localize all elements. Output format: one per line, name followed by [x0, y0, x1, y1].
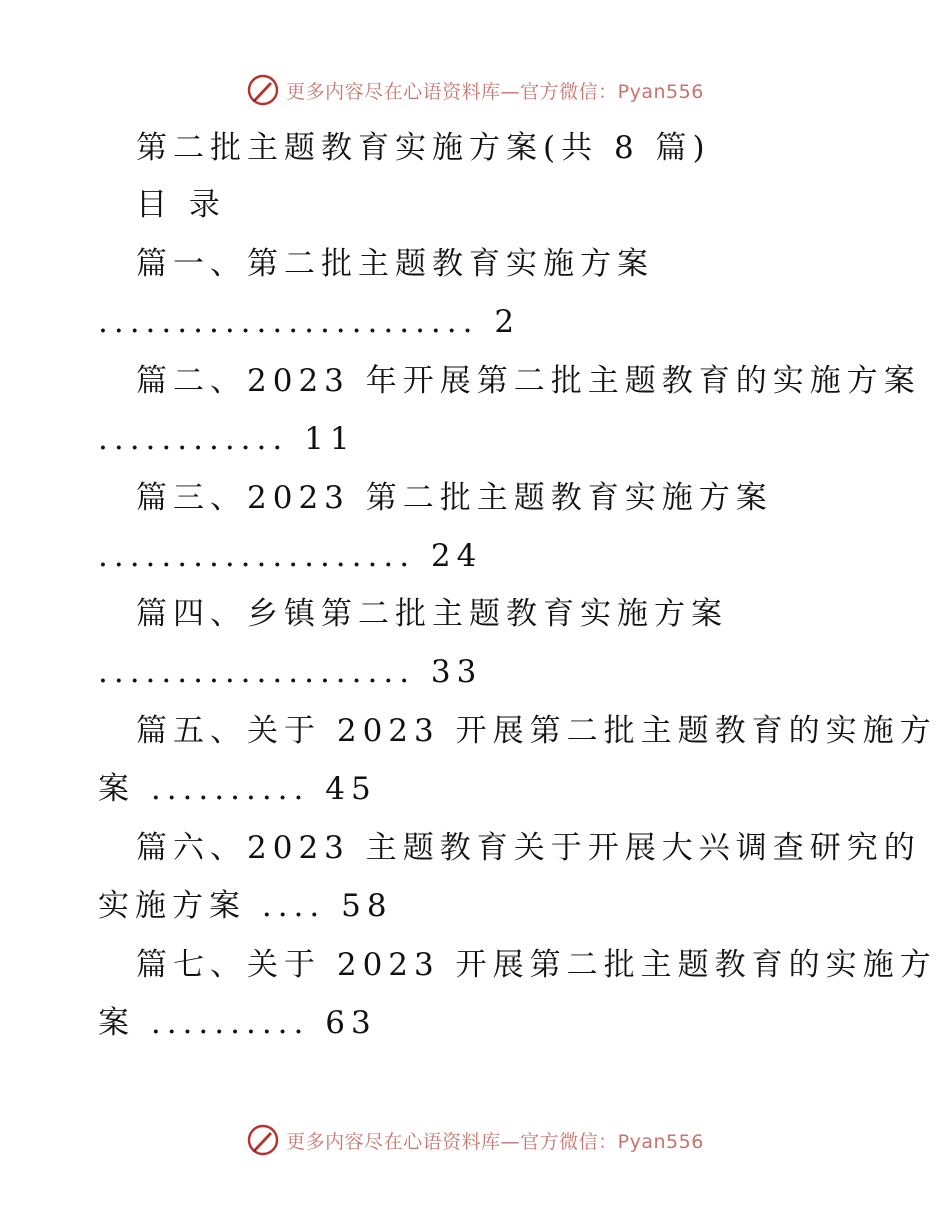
watermark-banner-bottom: [0, 1120, 950, 1160]
quill-logo-icon: [246, 73, 280, 107]
toc-entry-7-title: 篇七、关于 2023 开展第二批主题教育的实施方: [136, 947, 937, 983]
toc-entry-2-leader: ............ 11: [98, 421, 356, 457]
toc-entry-6-title: 篇六、2023 主题教育关于开展大兴调查研究的: [136, 830, 921, 866]
document-title: 第二批主题教育实施方案(共 8 篇): [136, 130, 711, 166]
watermark-text: 更多内容尽在心语资料库—官方微信：Pyan556: [286, 1130, 704, 1153]
watermark-text: 更多内容尽在心语资料库—官方微信：Pyan556: [286, 80, 704, 103]
toc-entry-1-title: 篇一、第二批主题教育实施方案: [136, 246, 654, 282]
toc-entry-2-title: 篇二、2023 年开展第二批主题教育的实施方案: [136, 363, 921, 399]
toc-entry-7-leader: 案 .......... 63: [98, 1005, 377, 1041]
toc-entry-4-title: 篇四、乡镇第二批主题教育实施方案: [136, 596, 728, 632]
toc-entry-6-leader: 实施方案 .... 58: [98, 888, 393, 924]
toc-entry-3-title: 篇三、2023 第二批主题教育实施方案: [136, 480, 773, 516]
toc-entry-5-title: 篇五、关于 2023 开展第二批主题教育的实施方: [136, 713, 937, 749]
toc-entry-5-leader: 案 .......... 45: [98, 771, 377, 807]
toc-entry-3-leader: .................... 24: [98, 538, 483, 574]
quill-logo-icon: [246, 1123, 280, 1157]
toc-entry-1-leader: ........................ 2: [98, 304, 521, 340]
watermark-banner-top: [0, 70, 950, 110]
toc-heading: 目 录: [136, 187, 226, 223]
toc-entry-4-leader: .................... 33: [98, 654, 483, 690]
